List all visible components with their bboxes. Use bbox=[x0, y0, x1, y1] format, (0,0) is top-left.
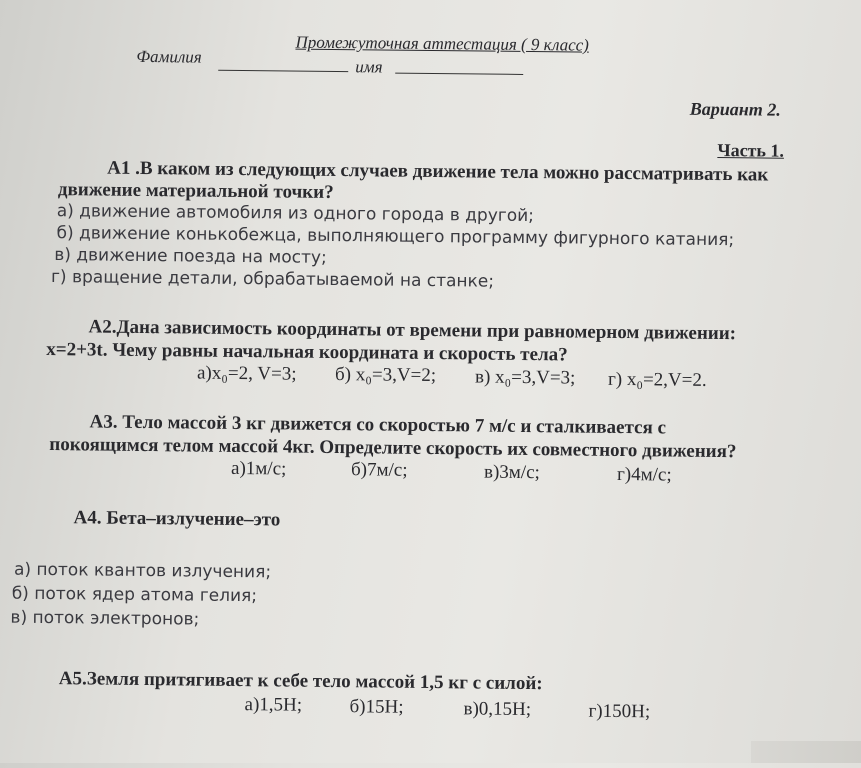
question-a1-line2: движение материальной точки? bbox=[57, 179, 334, 203]
a4-option-a: а) поток квантов излучения; bbox=[13, 559, 272, 583]
question-a2-line2: x=2+3t. Чему равны начальная координата и скорость тела? bbox=[46, 338, 568, 366]
part-label: Часть 1. bbox=[717, 139, 785, 161]
a1-option-v: в) движение поезда на мосту; bbox=[54, 245, 327, 268]
question-a5: А5.Земля притягивает к себе тело массой 1,5 кг с силой: bbox=[58, 668, 543, 695]
surname-label: Фамилия bbox=[136, 46, 202, 67]
a2-option-a: а)x₀=2, V=3; bbox=[196, 362, 297, 385]
a1-option-g: г) вращение детали, обрабатываемой на станке; bbox=[50, 267, 495, 292]
surname-blank[interactable] bbox=[218, 56, 348, 72]
question-a3-line1: А3. Тело массой 3 кг движется со скоростью 7 м/с и сталкивается с bbox=[89, 411, 667, 439]
a1-option-a: а) движение автомобиля из одного города в другой; bbox=[56, 201, 535, 227]
a5-option-g: г)150Н; bbox=[588, 700, 651, 723]
a2-option-b: б) x₀=3,V=2; bbox=[334, 364, 437, 387]
variant-label: Вариант 2. bbox=[689, 98, 781, 120]
page-corner-shadow bbox=[751, 741, 861, 763]
a4-option-v: в) поток электронов; bbox=[10, 607, 200, 630]
a3-option-b: б)7м/с; bbox=[350, 459, 408, 481]
question-a2-line1: А2.Дана зависимость координаты от времени при равномерном движении: bbox=[88, 316, 737, 345]
name-label: имя bbox=[355, 57, 383, 77]
question-a1-line1: А1 .В каком из следующих случаев движение тела можно рассматривать как bbox=[107, 157, 769, 186]
name-blank[interactable] bbox=[395, 60, 523, 75]
a4-option-b: б) поток ядер атома гелия; bbox=[11, 583, 258, 607]
a2-option-v: в) x₀=3,V=3; bbox=[474, 366, 576, 389]
a5-option-b: б)15Н; bbox=[349, 696, 404, 718]
page-title: Промежуточная аттестация ( 9 класс) bbox=[295, 32, 589, 55]
a3-option-g: г)4м/с; bbox=[616, 463, 672, 486]
question-a3-line2: покоящимся телом массой 4кг. Определите скорость их совместного движения? bbox=[49, 434, 737, 463]
a5-option-v: в)0,15Н; bbox=[463, 698, 532, 721]
a3-option-v: в)3м/с; bbox=[483, 461, 540, 484]
a3-option-a: а)1м/с; bbox=[230, 457, 287, 480]
a2-option-g: г) x₀=2,V=2. bbox=[607, 368, 707, 391]
a1-option-b: б) движение конькобежца, выполняющего программу фигурного катания; bbox=[56, 223, 735, 251]
question-a4: А4. Бета–излучение–это bbox=[73, 507, 281, 531]
a5-option-a: а)1,5Н; bbox=[244, 694, 303, 716]
